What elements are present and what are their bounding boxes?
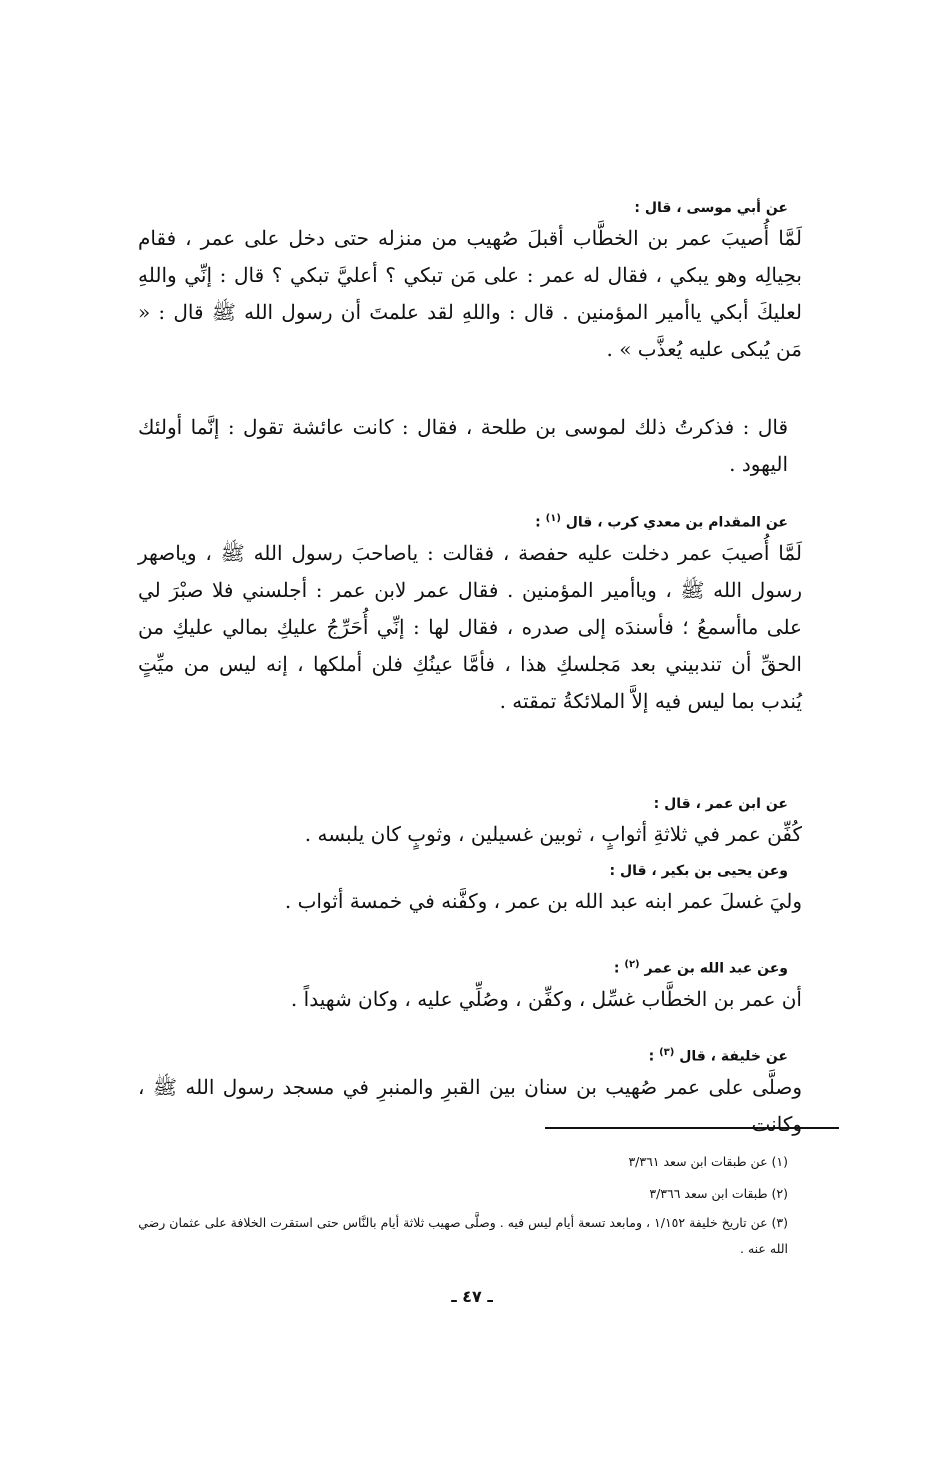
narration-text: لَمَّا أُصيبَ عمر بن الخطَّاب أقبلَ صُهيب من منزله حتى دخل على عمر ، فقام بحِيالِه وهو يبكي ، فقال له عمر : على مَن تبكي ؟ أعليَّ تبكي ؟ قال : إنِّي واللهِ لعليكَ أبكي ياأمير المؤمنين . قال : واللهِ لقد علمتَ أن رسول الله ﷺ قال : « مَن يُبكى عليه يُعذَّب » . xyxy=(138,226,802,361)
hadith-section-3 xyxy=(138,509,802,720)
footnote-ref: (١) xyxy=(545,513,561,524)
chain-text: عن خليفة ، قال xyxy=(679,1048,788,1065)
narration-text: وصلَّى على عمر صُهيب بن سنان بين القبرِ والمنبرِ في مسجد رسول الله ﷺ ، وكانت xyxy=(138,1074,802,1136)
narration-chain xyxy=(138,1043,802,1067)
footnote-1: (١) عن طبقات ابن سعد ٣/٣٦١ xyxy=(628,1154,788,1169)
footnote-ref: (٣) xyxy=(659,1047,675,1058)
footnote-divider xyxy=(545,1127,839,1129)
narration-text: قال : فذكرتُ ذلك لموسى بن طلحة ، فقال : كانت عائشة تقول : إنَّما أولئك اليهود . xyxy=(138,415,788,476)
footnote-3: (٣) عن تاريخ خليفة ١/١٥٢ ، ومابعد تسعة أيام ليس فيه . وصلَّى صهيب ثلاثة أيام بالنَّاس حتى استقرت الخلافة على عثمان رضي الله عنه . xyxy=(138,1215,788,1256)
footnotes xyxy=(138,1146,802,1262)
chain-colon: : xyxy=(535,514,541,531)
chain-colon: : xyxy=(648,1048,655,1065)
narration-chain: عن ابن عمر ، قال : xyxy=(653,796,788,812)
narration-text: لَمَّا أُصيبَ عمر دخلت عليه حفصة ، فقالت : ياصاحبَ رسول الله ﷺ ، وياصهر رسول الله ﷺ ، وياأمير المؤمنين . فقال عمر لابن عمر : أجلسني فلا صبْرَ لي على ماأسمعُ ؛ فأسندَه إلى صدره ، فقال لها : إنِّي أُحَرِّجُ عليكِ بمالي عليكِ من الحقِّ أن تندبيني بعد مَجلسكِ هذا ، فأمَّا عينُكِ فلن أملكها ، إنه ليس من ميِّتٍ يُندب بما ليس فيه إلاَّ الملائكةُ تمقته . xyxy=(138,540,802,713)
narration-text: كُفِّن عمر في ثلاثةِ أثوابٍ ، ثوبين غسيلين ، وثوبٍ كان يلبسه . xyxy=(304,822,802,846)
footnote-ref: (٢) xyxy=(624,959,640,970)
narration-chain xyxy=(138,955,802,979)
page-number: ـ ٤٧ ـ xyxy=(451,1287,493,1306)
footnote-2: (٢) طبقات ابن سعد ٣/٣٦٦ xyxy=(649,1186,788,1201)
narration-text: وليَ غسلَ عمر ابنه عبد الله بن عمر ، وكفَّنه في خمسة أثواب . xyxy=(284,889,802,913)
chain-text: وعن عبد الله بن عمر xyxy=(644,960,788,977)
hadith-section-2 xyxy=(138,407,802,483)
chain-colon: : xyxy=(613,960,620,977)
chain-text: عن المقدام بن معدي كرب ، قال xyxy=(565,514,788,531)
narration-chain: عن أبي موسى ، قال : xyxy=(634,200,788,216)
narration-chain xyxy=(138,509,802,533)
narration-chain: وعن يحيى بن بكير ، قال : xyxy=(609,863,788,879)
hadith-section-1 xyxy=(138,198,802,368)
hadith-section-5 xyxy=(138,861,802,920)
hadith-section-6 xyxy=(138,955,802,1018)
narration-text: أن عمر بن الخطَّاب غسِّل ، وكفِّن ، وصُلِّي عليه ، وكان شهيداً . xyxy=(290,986,802,1011)
hadith-section-4 xyxy=(138,794,802,853)
